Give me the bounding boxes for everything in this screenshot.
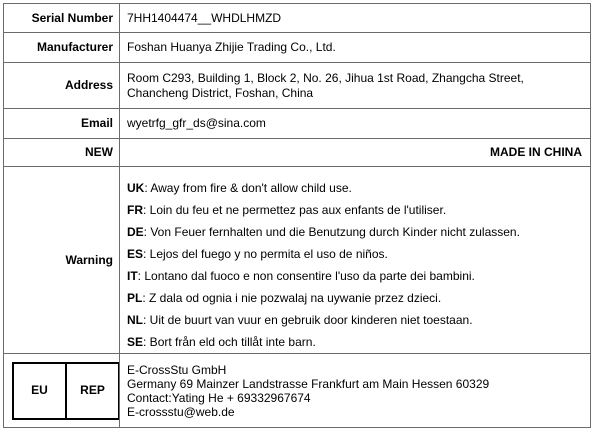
warning-list xyxy=(127,167,582,353)
warning-content xyxy=(120,167,591,354)
address-line: Room C293, Building 1, Block 2, No. 26, Jihua 1st Road, Zhangcha Street, xyxy=(127,70,524,85)
manufacturer-value: Foshan Huanya Zhijie Trading Co., Ltd. xyxy=(120,33,591,63)
warning-item-es xyxy=(127,243,582,265)
warning-item-uk xyxy=(127,177,582,199)
eu-rep-email: E-crossstu@web.de xyxy=(127,404,235,419)
eu-rep-address: Germany 69 Mainzer Landstrasse Frankfurt am Main Hessen 60329 xyxy=(127,376,490,391)
warning-code: DE xyxy=(127,225,144,239)
eu-rep-row xyxy=(4,354,591,428)
warning-code: NL xyxy=(127,313,143,327)
warning-item-it xyxy=(127,265,582,287)
warning-code: FR xyxy=(127,203,143,217)
warning-code: IT xyxy=(127,269,138,283)
made-in-china-value: MADE IN CHINA xyxy=(120,139,591,167)
address-line: Chancheng District, Foshan, China xyxy=(127,85,314,100)
eu-rep-contact: Contact:Yating He + 69332967674 xyxy=(127,390,311,405)
address-label: Address xyxy=(4,63,120,109)
warning-row xyxy=(4,167,591,354)
warning-label: Warning xyxy=(4,167,120,354)
serial-number-row xyxy=(4,4,591,33)
warning-item-fr xyxy=(127,199,582,221)
warning-text: : Z dala od ognia i nie pozwalaj na uywanie przez dzieci. xyxy=(142,291,442,305)
warning-text: : Bort från eld och tillåt inte barn. xyxy=(143,335,316,349)
address-value xyxy=(120,63,591,109)
warning-text: : Away from fire & don't allow child use. xyxy=(144,181,352,195)
serial-number-label: Serial Number xyxy=(4,4,120,33)
email-row xyxy=(4,109,591,139)
eu-rep-badge-cell xyxy=(4,354,120,428)
email-value: wyetrfg_gfr_ds@sina.com xyxy=(120,109,591,139)
address-row xyxy=(4,63,591,109)
serial-number-value: 7HH1404474__WHDLHMZD xyxy=(120,4,591,33)
warning-text: : Von Feuer fernhalten und die Benutzung durch Kinder nicht zulassen. xyxy=(143,225,520,239)
eu-rep-company: E-CrossStu GmbH xyxy=(127,362,227,377)
warning-item-se xyxy=(127,331,582,353)
warning-item-nl xyxy=(127,309,582,331)
new-label: NEW xyxy=(4,139,120,167)
product-info-table xyxy=(3,3,591,428)
email-label: Email xyxy=(4,109,120,139)
manufacturer-label: Manufacturer xyxy=(4,33,120,63)
new-row xyxy=(4,139,591,167)
warning-code: PL xyxy=(127,291,143,305)
warning-code: UK xyxy=(127,181,145,195)
warning-code: SE xyxy=(127,335,144,349)
warning-text: : Loin du feu et ne permettez pas aux enfants de l'utiliser. xyxy=(143,203,447,217)
warning-text: : Uit de buurt van vuur en gebruik door kinderen niet toestaan. xyxy=(143,313,473,327)
eu-rep-badge xyxy=(12,362,120,420)
warning-code: ES xyxy=(127,247,144,261)
warning-text: : Lejos del fuego y no permita el uso de niños. xyxy=(143,247,388,261)
warning-item-pl xyxy=(127,287,582,309)
manufacturer-row xyxy=(4,33,591,63)
warning-text: : Lontano dal fuoco e non consentire l'uso da parte dei bambini. xyxy=(137,269,475,283)
eu-badge-text: EU xyxy=(14,364,67,418)
eu-rep-details xyxy=(120,354,591,428)
rep-badge-text: REP xyxy=(80,383,105,397)
warning-item-de xyxy=(127,221,582,243)
